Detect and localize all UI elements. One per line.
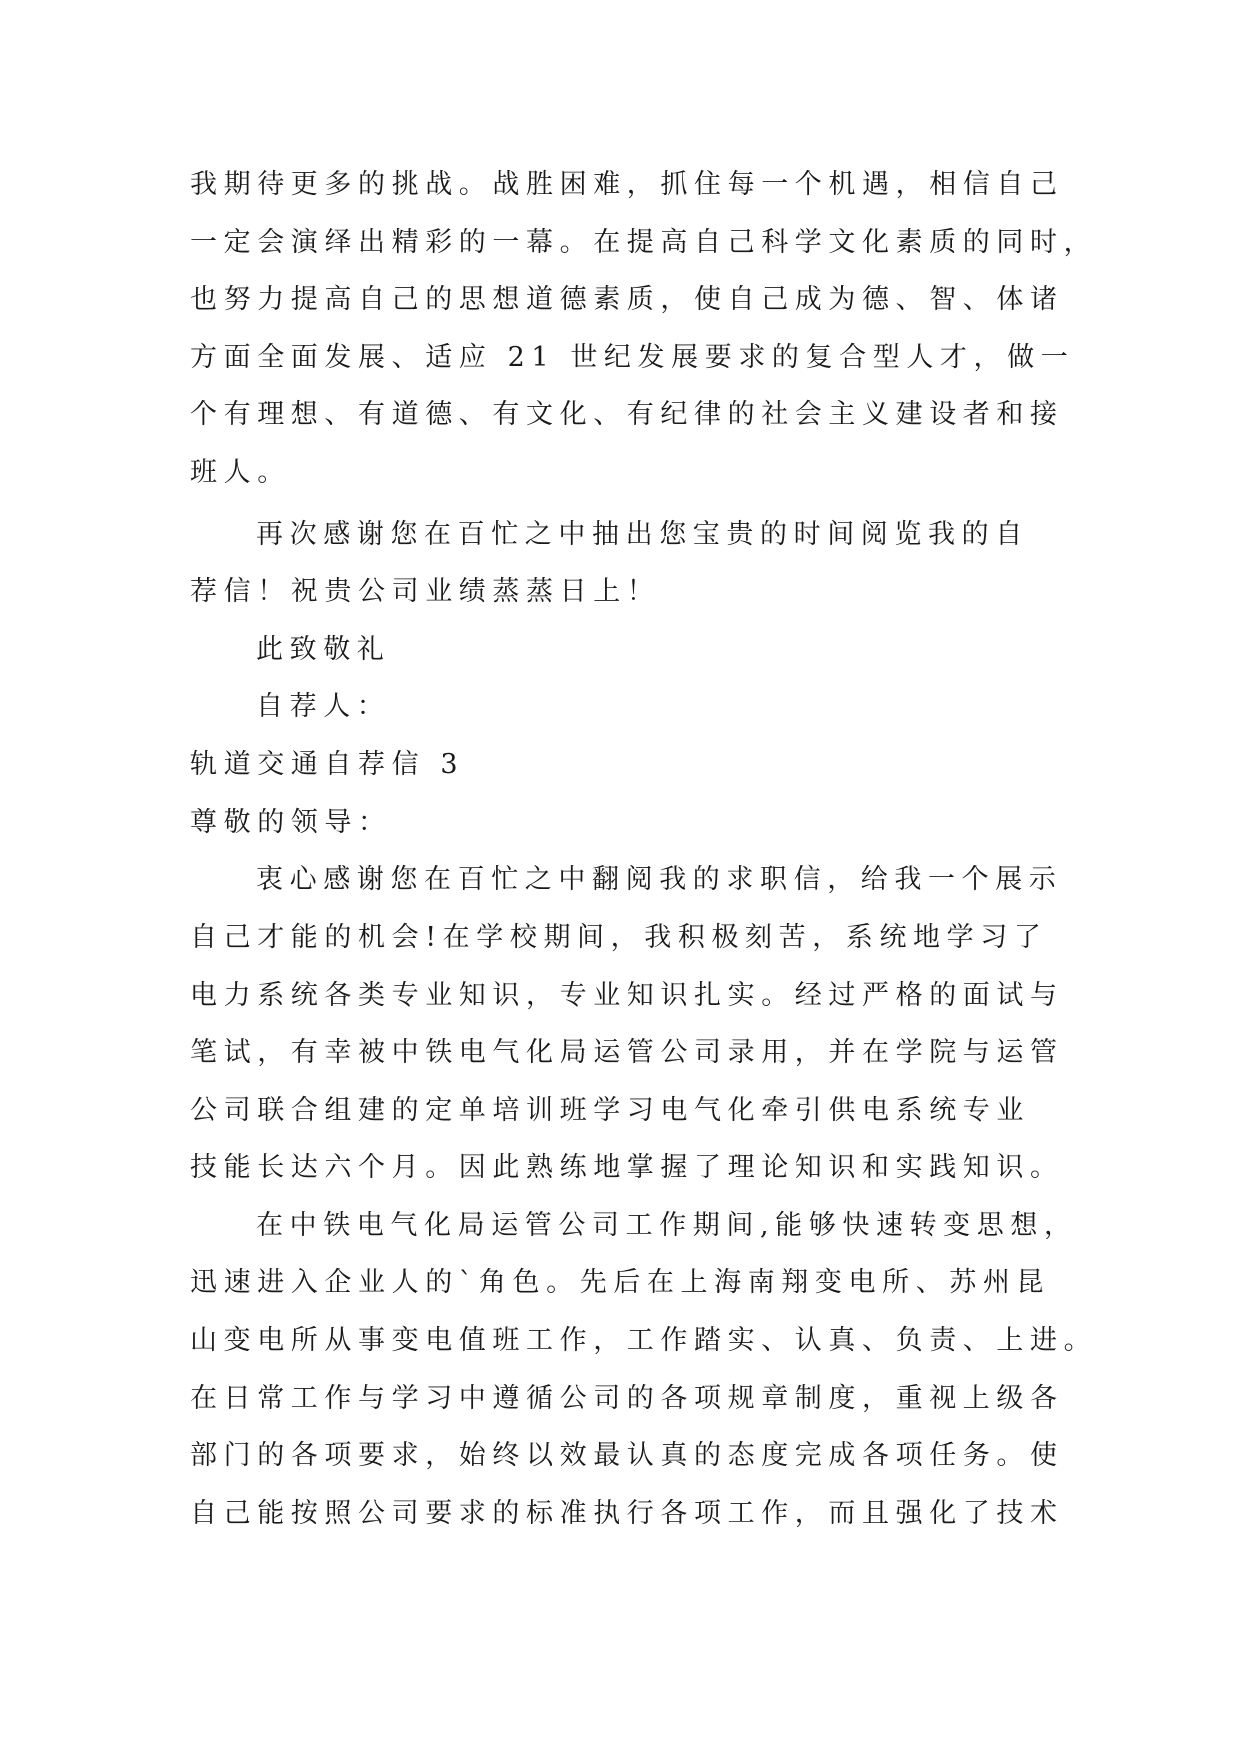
text-line: 公司联合组建的定单培训班学习电气化牵引供电系统专业 <box>190 1095 1030 1126</box>
text-line: 方面全面发展、适应 21 世纪发展要求的复合型人才，做一 <box>190 342 1075 373</box>
text-line: 部门的各项要求，始终以效最认真的态度完成各项任务。使 <box>190 1440 1064 1471</box>
text-line: 也努力提高自己的思想道德素质，使自己成为德、智、体诸 <box>190 284 1064 315</box>
text-line: 此致敬礼 <box>256 634 391 665</box>
text-line: 轨道交通自荐信 3 <box>190 749 465 780</box>
text-line: 山变电所从事变电值班工作，工作踏实、认真、负责、上进。 <box>190 1325 1098 1356</box>
text-line: 笔试，有幸被中铁电气化局运管公司录用，并在学院与运管 <box>190 1037 1064 1068</box>
text-line: 在中铁电气化局运管公司工作期间,能够快速转变思想， <box>256 1210 1078 1241</box>
text-line: 尊敬的领导： <box>190 807 392 838</box>
text-line: 自己才能的机会!在学校期间，我积极刻苦，系统地学习了 <box>190 922 1048 953</box>
text-line: 再次感谢您在百忙之中抽出您宝贵的时间阅览我的自 <box>256 519 1029 550</box>
text-line: 个有理想、有道德、有文化、有纪律的社会主义建设者和接 <box>190 399 1064 430</box>
text-line: 自荐人： <box>256 691 391 722</box>
text-line: 迅速进入企业人的`角色。先后在上海南翔变电所、苏州昆 <box>190 1267 1051 1298</box>
text-line: 荐信！祝贵公司业绩蒸蒸日上！ <box>190 576 661 607</box>
text-line: 技能长达六个月。因此熟练地掌握了理论知识和实践知识。 <box>190 1152 1064 1183</box>
text-line: 衷心感谢您在百忙之中翻阅我的求职信，给我一个展示 <box>256 864 1063 895</box>
text-line: 一定会演绎出精彩的一幕。在提高自己科学文化素质的同时， <box>190 227 1098 258</box>
text-line: 自己能按照公司要求的标准执行各项工作，而且强化了技术 <box>190 1498 1064 1529</box>
text-line: 在日常工作与学习中遵循公司的各项规章制度，重视上级各 <box>190 1383 1064 1414</box>
text-line: 电力系统各类专业知识，专业知识扎实。经过严格的面试与 <box>190 980 1064 1011</box>
text-line: 班人。 <box>190 457 291 488</box>
text-line: 我期待更多的挑战。战胜困难，抓住每一个机遇，相信自己 <box>190 169 1064 200</box>
